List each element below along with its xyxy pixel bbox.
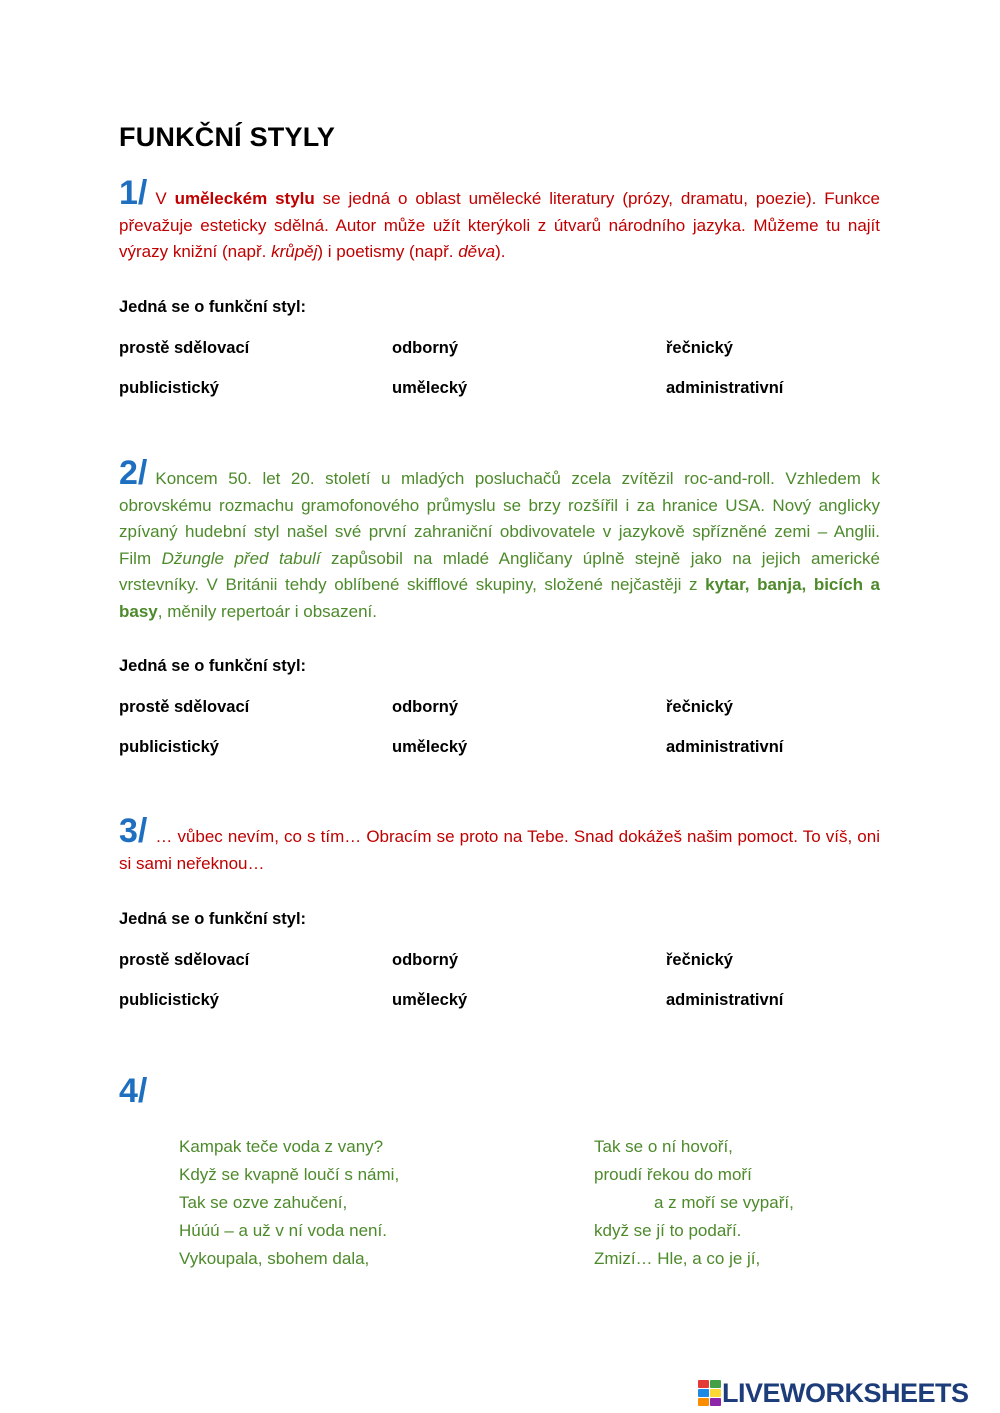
poem-line: proudí řekou do moří (594, 1165, 752, 1184)
section-1 (119, 174, 880, 266)
page-title: FUNKČNÍ STYLY (119, 122, 336, 152)
logo-text: LIVEWORKSHEETS (722, 1377, 969, 1408)
section-2 (119, 454, 880, 625)
option-administrativni[interactable]: administrativní (666, 738, 784, 756)
section-4 (119, 1072, 880, 1111)
poem-line: Když se kvapně loučí s námi, (179, 1165, 400, 1184)
option-odborny[interactable]: odborný (392, 698, 458, 716)
section-1-text: 1/ V uměleckém stylu se jedná o oblast umělecké literatury (prózy, dramatu, poezie). Funkce převažuje esteticky sdělná. Autor může užít kterýkoli z útvarů národního jazyka. Můžeme tu najít výrazy knižní (např. krůpěj) i poetismy (např. děva). (119, 174, 880, 261)
section-2-number: 2/ (119, 454, 148, 492)
poem-line: Zmizí… Hle, a co je jí, (594, 1249, 761, 1268)
section-3-text: 3/ … vůbec nevím, co s tím… Obracím se proto na Tebe. Snad dokážeš našim pomoct. To víš, oni si sami neřeknou… (119, 812, 880, 873)
option-recnicky[interactable]: řečnický (666, 951, 733, 969)
highlight-instruments: kytar, banja, bicích a basy (119, 575, 880, 621)
option-proste-sdelovaci[interactable]: prostě sdělovací (119, 698, 250, 716)
question-label-1: Jedná se o funkční styl: (119, 298, 307, 316)
poem-line: Tak se ozve zahučení, (179, 1193, 348, 1212)
option-administrativni[interactable]: administrativní (666, 379, 784, 397)
question-label-3: Jedná se o funkční styl: (119, 910, 307, 928)
option-umelecky[interactable]: umělecký (392, 379, 468, 397)
option-proste-sdelovaci[interactable]: prostě sdělovací (119, 339, 250, 357)
option-proste-sdelovaci[interactable]: prostě sdělovací (119, 951, 250, 969)
poem-line: Tak se o ní hovoří, (594, 1137, 733, 1156)
option-recnicky[interactable]: řečnický (666, 698, 733, 716)
logo-blocks-icon (698, 1380, 722, 1406)
poem-line: když se jí to podaří. (594, 1221, 742, 1240)
section-3 (119, 812, 880, 877)
option-administrativni[interactable]: administrativní (666, 991, 784, 1009)
poem-line: Vykoupala, sbohem dala, (179, 1249, 370, 1268)
poem-line: a z moří se vypaří, (654, 1193, 794, 1212)
option-umelecky[interactable]: umělecký (392, 738, 468, 756)
poem-line: Kampak teče voda z vany? (179, 1137, 384, 1156)
highlight-term: uměleckém stylu (174, 189, 315, 208)
option-odborny[interactable]: odborný (392, 951, 458, 969)
option-publicisticky[interactable]: publicistický (119, 379, 219, 397)
option-umelecky[interactable]: umělecký (392, 991, 468, 1009)
question-label-2: Jedná se o funkční styl: (119, 657, 307, 675)
option-odborny[interactable]: odborný (392, 339, 458, 357)
section-4-number: 4/ (119, 1072, 148, 1110)
option-publicisticky[interactable]: publicistický (119, 738, 219, 756)
option-publicisticky[interactable]: publicistický (119, 991, 219, 1009)
liveworksheets-logo (698, 1378, 969, 1408)
section-1-number: 1/ (119, 174, 148, 212)
poem-line: Húúú – a už v ní voda není. (179, 1221, 387, 1240)
section-3-number: 3/ (119, 812, 148, 850)
section-2-text: 2/ Koncem 50. let 20. století u mladých posluchačů zcela zvítězil roc-and-roll. Vzhledem k obrovskému rozmachu gramofonového průmyslu se brzy rozšířil i za hranice USA. Nový anglicky zpívaný hudební styl našel své první zahraniční obdivovatele v jazykově spřízněné zemi – Anglii. Film Džungle před tabulí zapůsobil na mladé Angličany úplně stejně jako na jejich americké vrstevníky. V Británii tehdy oblíbené skifflové skupiny, složené nejčastěji z kytar, banja, bicích a basy, měnily repertoár i obsazení. (119, 454, 880, 621)
option-recnicky[interactable]: řečnický (666, 339, 733, 357)
